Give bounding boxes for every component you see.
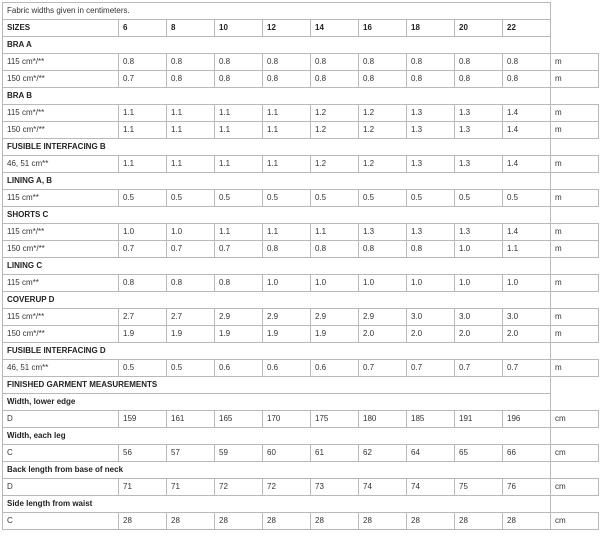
measurement-value: 71 (167, 479, 215, 496)
fabric-row (3, 190, 599, 207)
yardage-value: 1.9 (263, 326, 311, 343)
fabric-row (3, 241, 599, 258)
yardage-value: 3.0 (455, 309, 503, 326)
measurement-row (3, 513, 599, 530)
section-title: BRA B (3, 88, 551, 105)
measurement-value: 159 (119, 411, 167, 428)
measurement-title: Back length from base of neck (3, 462, 551, 479)
yardage-value: 3.0 (407, 309, 455, 326)
finished-measurements-title: FINISHED GARMENT MEASUREMENTS (3, 377, 551, 394)
yardage-value: 2.9 (263, 309, 311, 326)
measurement-value: 56 (119, 445, 167, 462)
yardage-value: 0.8 (407, 54, 455, 71)
yardage-value: 1.1 (119, 105, 167, 122)
yardage-value: 0.7 (167, 241, 215, 258)
size-header: 8 (167, 20, 215, 37)
measurement-value: 28 (119, 513, 167, 530)
yardage-value: 0.6 (263, 360, 311, 377)
unit-label: cm (551, 411, 599, 428)
yardage-value: 0.8 (215, 275, 263, 292)
measurement-value: 196 (503, 411, 551, 428)
section-title: LINING A, B (3, 173, 551, 190)
measurement-value: 61 (311, 445, 359, 462)
measurement-value: 28 (311, 513, 359, 530)
fabric-row (3, 54, 599, 71)
yardage-value: 1.1 (167, 105, 215, 122)
unit-label: m (551, 360, 599, 377)
fabric-width-label: 150 cm*/** (3, 326, 119, 343)
yardage-value: 1.3 (407, 122, 455, 139)
unit-label: cm (551, 445, 599, 462)
yardage-value: 1.2 (359, 105, 407, 122)
unit-label: m (551, 54, 599, 71)
fabric-row (3, 309, 599, 326)
yardage-value: 1.3 (407, 105, 455, 122)
yardage-value: 0.7 (215, 241, 263, 258)
yardage-value: 1.0 (359, 275, 407, 292)
unit-label: m (551, 309, 599, 326)
fabric-width-label: 115 cm*/** (3, 105, 119, 122)
yardage-value: 0.8 (167, 71, 215, 88)
yardage-value: 0.5 (119, 190, 167, 207)
measurement-row (3, 411, 599, 428)
section-title: FUSIBLE INTERFACING D (3, 343, 551, 360)
section-title: FUSIBLE INTERFACING B (3, 139, 551, 156)
yardage-value: 1.3 (455, 156, 503, 173)
section-title: COVERUP D (3, 292, 551, 309)
measurement-value: 170 (263, 411, 311, 428)
yardage-value: 0.8 (167, 275, 215, 292)
unit-label: m (551, 224, 599, 241)
yardage-value: 2.9 (215, 309, 263, 326)
yardage-value: 1.1 (263, 122, 311, 139)
yardage-value: 0.8 (263, 54, 311, 71)
fabric-row (3, 71, 599, 88)
measurement-value: 65 (455, 445, 503, 462)
yardage-value: 0.8 (119, 275, 167, 292)
yardage-value: 0.8 (455, 54, 503, 71)
fabric-row (3, 122, 599, 139)
measurement-value: 191 (455, 411, 503, 428)
yardage-value: 1.1 (167, 122, 215, 139)
fabric-width-label: 115 cm*/** (3, 224, 119, 241)
view-label: D (3, 411, 119, 428)
fabric-width-label: 46, 51 cm** (3, 360, 119, 377)
measurement-value: 28 (215, 513, 263, 530)
fabric-width-label: 115 cm*/** (3, 54, 119, 71)
fabric-width-label: 115 cm** (3, 275, 119, 292)
yardage-value: 0.8 (215, 54, 263, 71)
yardage-value: 1.4 (503, 156, 551, 173)
yardage-value: 0.7 (455, 360, 503, 377)
yardage-value: 0.8 (311, 241, 359, 258)
yardage-value: 1.1 (215, 156, 263, 173)
yardage-value: 1.3 (407, 224, 455, 241)
yardage-value: 0.5 (407, 190, 455, 207)
section-title-row (3, 343, 599, 360)
measurement-value: 165 (215, 411, 263, 428)
measurement-title-row (3, 462, 599, 479)
yardage-value: 0.7 (119, 241, 167, 258)
view-label: D (3, 479, 119, 496)
unit-label: cm (551, 513, 599, 530)
yardage-value: 0.8 (359, 241, 407, 258)
yardage-value: 0.5 (455, 190, 503, 207)
unit-label: m (551, 71, 599, 88)
section-title-row (3, 258, 599, 275)
view-label: C (3, 445, 119, 462)
yardage-value: 1.2 (359, 156, 407, 173)
yardage-value: 0.5 (263, 190, 311, 207)
yardage-value: 0.6 (311, 360, 359, 377)
section-title: LINING C (3, 258, 551, 275)
fabric-row (3, 105, 599, 122)
measurement-value: 73 (311, 479, 359, 496)
measurement-value: 71 (119, 479, 167, 496)
yardage-value: 1.0 (263, 275, 311, 292)
yardage-value: 0.5 (167, 360, 215, 377)
yardage-value: 1.1 (119, 122, 167, 139)
measurement-value: 72 (215, 479, 263, 496)
measurement-value: 28 (167, 513, 215, 530)
measurement-value: 180 (359, 411, 407, 428)
yardage-value: 1.1 (311, 224, 359, 241)
yardage-value: 1.4 (503, 105, 551, 122)
measurement-title: Width, lower edge (3, 394, 551, 411)
yardage-value: 2.0 (503, 326, 551, 343)
section-title-row (3, 292, 599, 309)
measurement-value: 59 (215, 445, 263, 462)
yardage-value: 1.1 (215, 105, 263, 122)
fabric-width-label: 115 cm** (3, 190, 119, 207)
yardage-value: 0.8 (167, 54, 215, 71)
yardage-value: 1.4 (503, 224, 551, 241)
unit-label: m (551, 275, 599, 292)
size-header: 16 (359, 20, 407, 37)
size-header: 22 (503, 20, 551, 37)
yardage-value: 2.7 (167, 309, 215, 326)
yardage-value: 0.8 (311, 71, 359, 88)
yardage-value: 0.8 (407, 71, 455, 88)
yardage-value: 1.1 (215, 224, 263, 241)
yardage-value: 1.3 (455, 105, 503, 122)
yardage-value: 1.1 (263, 156, 311, 173)
yardage-value: 1.2 (311, 105, 359, 122)
measurement-value: 66 (503, 445, 551, 462)
yardage-chart (2, 2, 599, 530)
yardage-value: 0.8 (359, 71, 407, 88)
size-header: 6 (119, 20, 167, 37)
yardage-value: 1.0 (119, 224, 167, 241)
unit-label: m (551, 326, 599, 343)
yardage-value: 0.5 (167, 190, 215, 207)
yardage-value: 2.0 (407, 326, 455, 343)
yardage-value: 0.5 (503, 190, 551, 207)
measurement-value: 74 (407, 479, 455, 496)
section-title: BRA A (3, 37, 551, 54)
fabric-width-label: 150 cm*/** (3, 71, 119, 88)
yardage-value: 0.8 (263, 241, 311, 258)
measurement-value: 28 (455, 513, 503, 530)
measurement-title: Width, each leg (3, 428, 551, 445)
yardage-value: 1.9 (119, 326, 167, 343)
section-title-row (3, 139, 599, 156)
yardage-value: 0.8 (503, 54, 551, 71)
yardage-value: 1.9 (167, 326, 215, 343)
yardage-value: 0.8 (359, 54, 407, 71)
yardage-value: 1.3 (359, 224, 407, 241)
measurement-value: 74 (359, 479, 407, 496)
unit-label: m (551, 241, 599, 258)
yardage-value: 0.8 (311, 54, 359, 71)
size-header: 20 (455, 20, 503, 37)
measurement-value: 28 (503, 513, 551, 530)
yardage-value: 0.6 (215, 360, 263, 377)
yardage-value: 0.7 (407, 360, 455, 377)
measurement-title-row (3, 496, 599, 513)
yardage-value: 0.8 (503, 71, 551, 88)
yardage-value: 1.3 (455, 122, 503, 139)
yardage-value: 0.8 (263, 71, 311, 88)
yardage-value: 1.2 (311, 122, 359, 139)
yardage-value: 0.5 (359, 190, 407, 207)
yardage-value: 0.7 (359, 360, 407, 377)
fabric-width-note: Fabric widths given in centimeters. (3, 3, 551, 20)
measurement-value: 62 (359, 445, 407, 462)
yardage-value: 1.9 (311, 326, 359, 343)
fabric-width-label: 150 cm*/** (3, 241, 119, 258)
yardage-value: 1.0 (311, 275, 359, 292)
measurement-title-row (3, 428, 599, 445)
measurement-value: 185 (407, 411, 455, 428)
measurement-value: 72 (263, 479, 311, 496)
yardage-value: 1.0 (503, 275, 551, 292)
measurement-title: Side length from waist (3, 496, 551, 513)
yardage-value: 0.8 (119, 54, 167, 71)
yardage-value: 1.1 (263, 224, 311, 241)
yardage-value: 1.3 (407, 156, 455, 173)
finished-title-row (3, 377, 599, 394)
unit-label: cm (551, 479, 599, 496)
measurement-value: 28 (359, 513, 407, 530)
yardage-value: 1.2 (359, 122, 407, 139)
measurement-value: 64 (407, 445, 455, 462)
yardage-value: 1.2 (311, 156, 359, 173)
fabric-row (3, 360, 599, 377)
yardage-value: 1.1 (503, 241, 551, 258)
yardage-value: 1.1 (119, 156, 167, 173)
yardage-value: 1.0 (455, 275, 503, 292)
yardage-value: 2.9 (359, 309, 407, 326)
section-title-row (3, 207, 599, 224)
note-row (3, 3, 599, 20)
yardage-value: 0.8 (407, 241, 455, 258)
section-title-row (3, 88, 599, 105)
unit-label: m (551, 156, 599, 173)
yardage-table (2, 2, 599, 530)
measurement-value: 57 (167, 445, 215, 462)
measurement-value: 175 (311, 411, 359, 428)
fabric-width-label: 115 cm*/** (3, 309, 119, 326)
unit-label: m (551, 122, 599, 139)
measurement-value: 60 (263, 445, 311, 462)
yardage-value: 2.0 (359, 326, 407, 343)
size-header: 10 (215, 20, 263, 37)
fabric-row (3, 156, 599, 173)
yardage-value: 0.8 (215, 71, 263, 88)
yardage-value: 3.0 (503, 309, 551, 326)
sizes-label: SIZES (3, 20, 119, 37)
measurement-title-row (3, 394, 599, 411)
size-header: 14 (311, 20, 359, 37)
yardage-value: 2.9 (311, 309, 359, 326)
yardage-value: 0.5 (215, 190, 263, 207)
section-title: SHORTS C (3, 207, 551, 224)
fabric-width-label: 150 cm*/** (3, 122, 119, 139)
yardage-value: 1.1 (215, 122, 263, 139)
sizes-header-row (3, 20, 599, 37)
yardage-value: 2.7 (119, 309, 167, 326)
yardage-value: 0.7 (503, 360, 551, 377)
yardage-value: 0.5 (311, 190, 359, 207)
measurement-value: 76 (503, 479, 551, 496)
measurement-value: 75 (455, 479, 503, 496)
fabric-width-label: 46, 51 cm** (3, 156, 119, 173)
measurement-value: 161 (167, 411, 215, 428)
fabric-row (3, 224, 599, 241)
yardage-value: 1.0 (455, 241, 503, 258)
fabric-row (3, 326, 599, 343)
measurement-value: 28 (407, 513, 455, 530)
measurement-row (3, 479, 599, 496)
yardage-value: 1.1 (167, 156, 215, 173)
view-label: C (3, 513, 119, 530)
unit-label: m (551, 190, 599, 207)
yardage-value: 1.0 (167, 224, 215, 241)
size-header: 18 (407, 20, 455, 37)
size-header: 12 (263, 20, 311, 37)
unit-label: m (551, 105, 599, 122)
section-title-row (3, 173, 599, 190)
yardage-value: 1.4 (503, 122, 551, 139)
fabric-row (3, 275, 599, 292)
yardage-value: 0.7 (119, 71, 167, 88)
yardage-value: 1.9 (215, 326, 263, 343)
yardage-value: 1.0 (407, 275, 455, 292)
yardage-value: 0.5 (119, 360, 167, 377)
yardage-value: 1.1 (263, 105, 311, 122)
section-title-row (3, 37, 599, 54)
yardage-value: 2.0 (455, 326, 503, 343)
yardage-value: 0.8 (455, 71, 503, 88)
measurement-value: 28 (263, 513, 311, 530)
yardage-value: 1.3 (455, 224, 503, 241)
measurement-row (3, 445, 599, 462)
